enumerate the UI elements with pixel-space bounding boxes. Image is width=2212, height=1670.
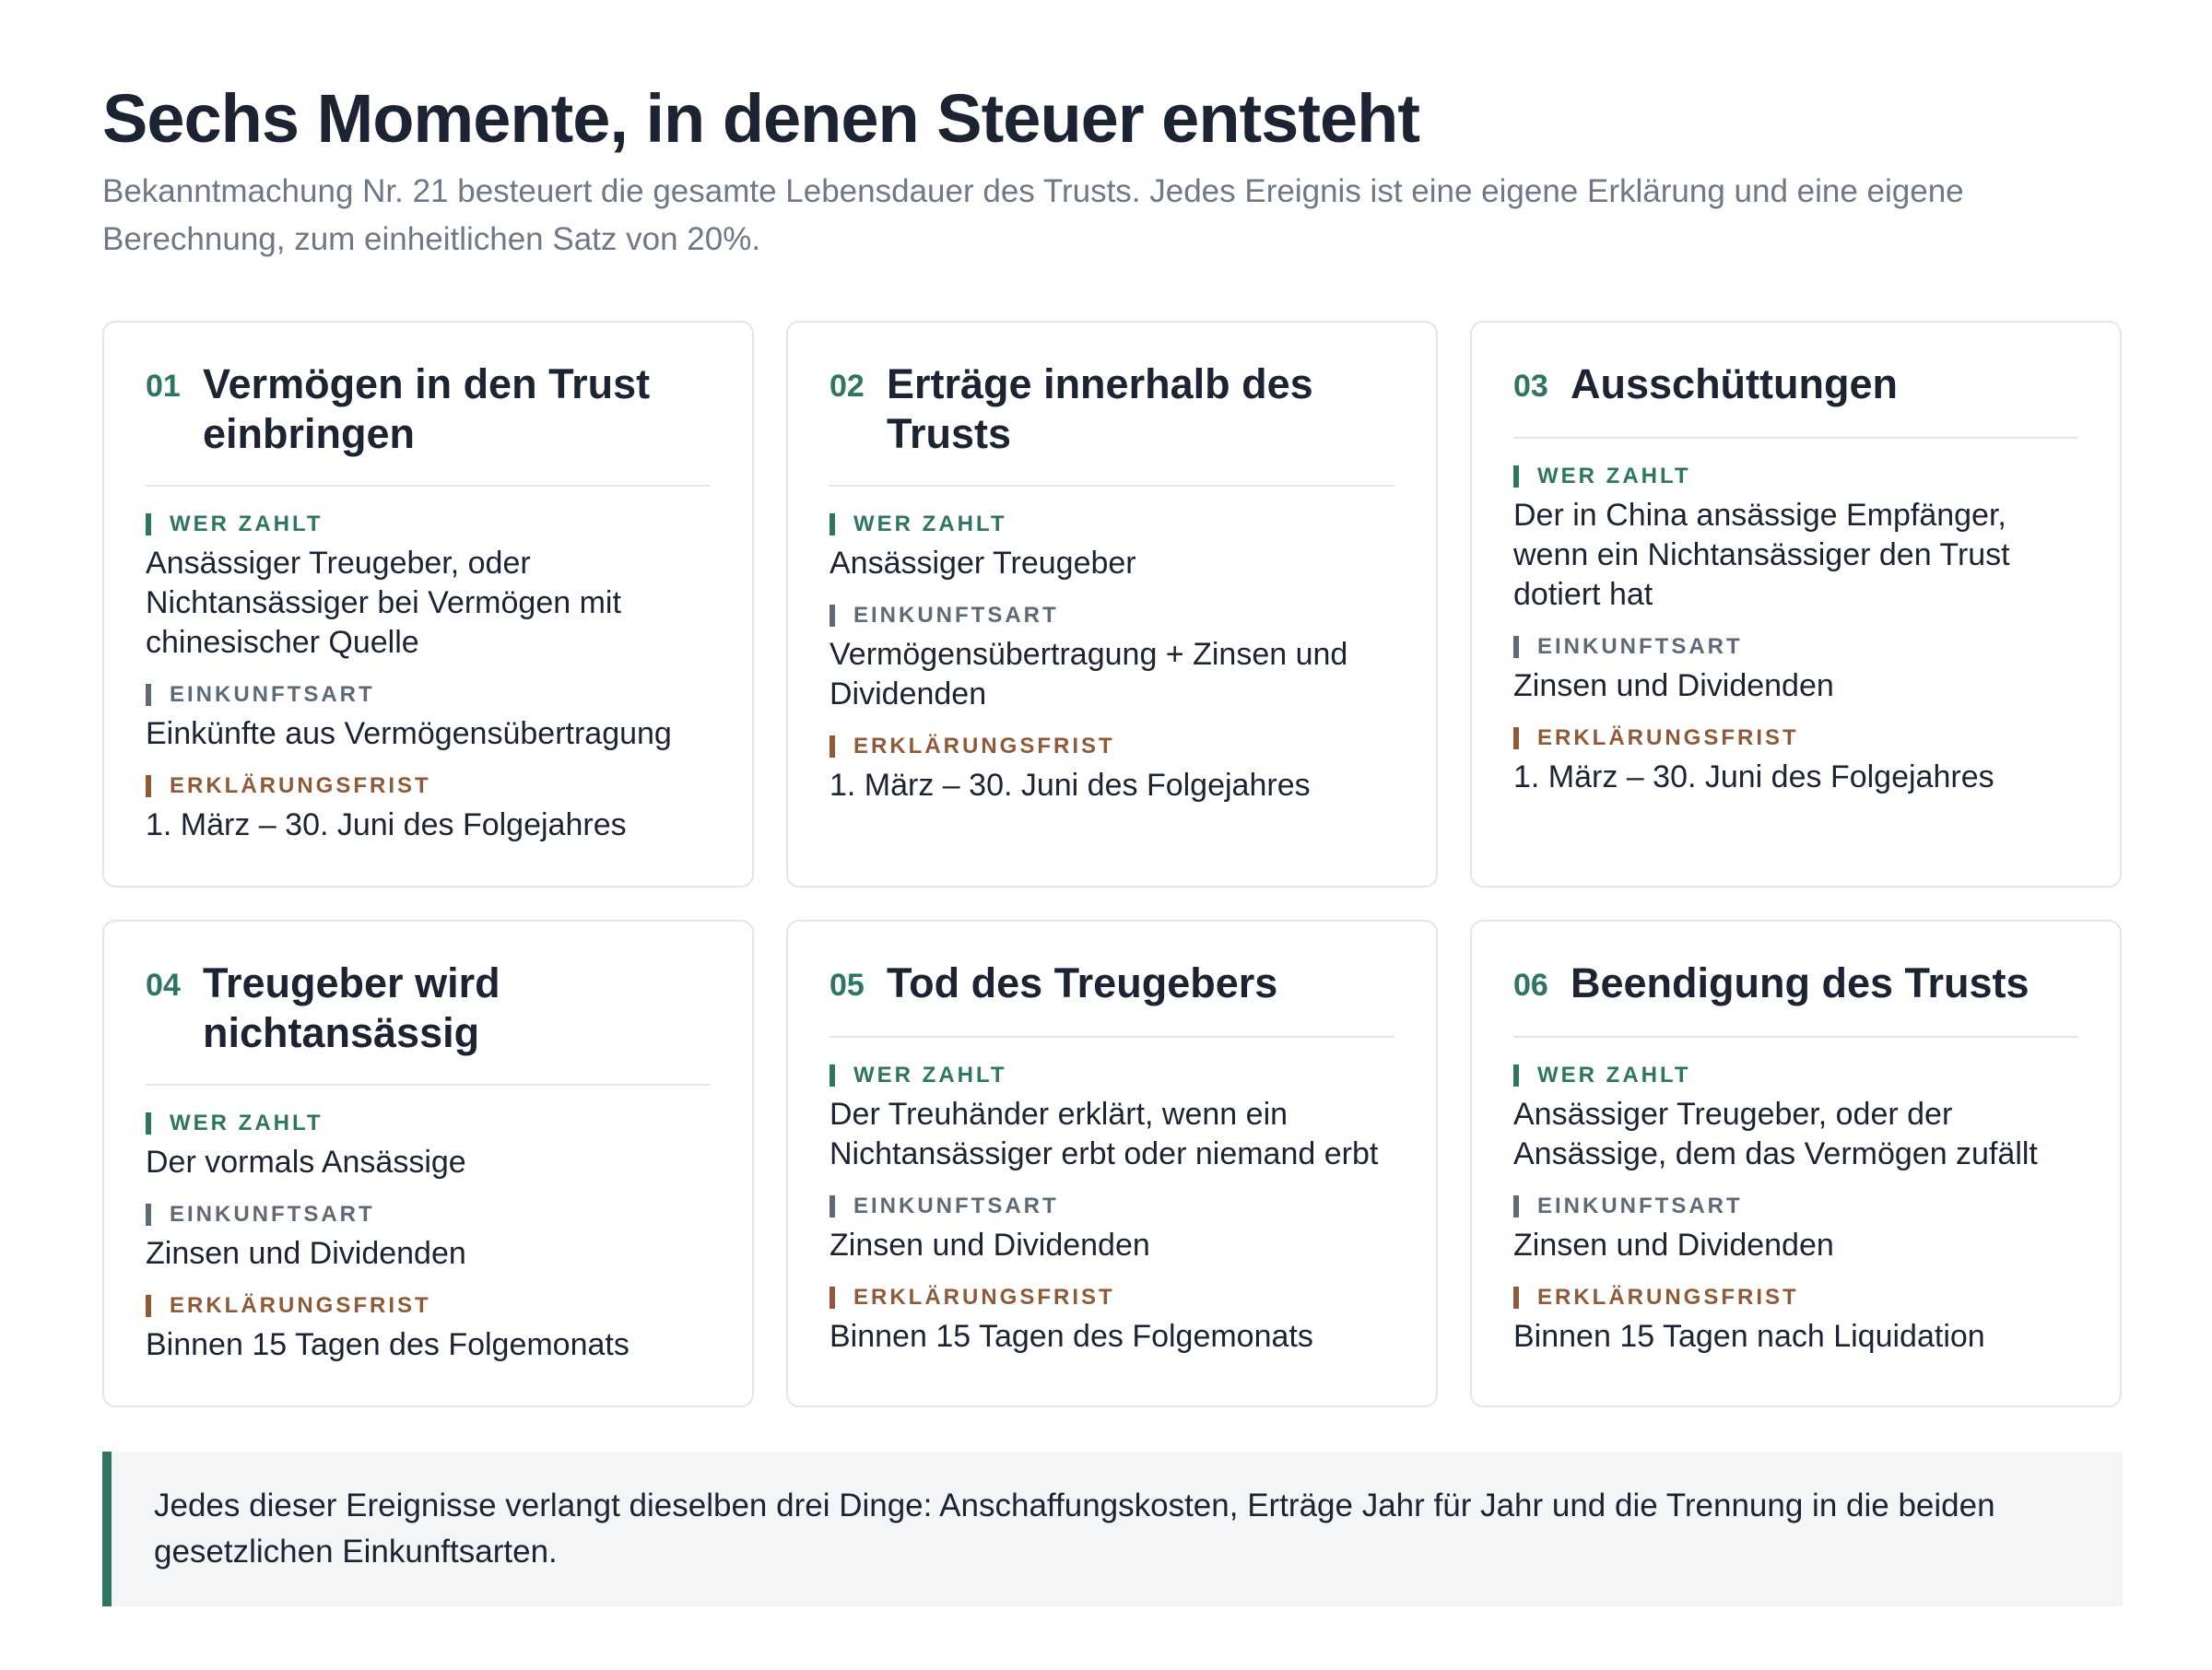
- field-label-who-pays: [830, 511, 1394, 538]
- event-card-03: [1470, 321, 2122, 888]
- field-label-income-type: [1513, 633, 2078, 661]
- field-income-type: [146, 681, 711, 754]
- field-label-deadline: [1513, 724, 2078, 752]
- card-number: 05: [830, 968, 865, 1003]
- label-marker: [146, 1204, 151, 1226]
- field-value-deadline: 1. März – 30. Juni des Folgejahres: [1513, 759, 1994, 794]
- field-label-who-pays: [146, 511, 711, 538]
- field-who-pays: [146, 1110, 711, 1182]
- summary-note: Jedes dieser Ereignisse verlangt dieselben drei Dinge: Anschaffungskosten, Erträge Jahr für Jahr und die Trennung in die beiden gesetzlichen Einkunftsarten.: [102, 1452, 2123, 1606]
- event-card-01: [102, 321, 754, 888]
- label-marker: [1513, 1064, 1519, 1087]
- card-number: 01: [146, 369, 181, 404]
- field-label-income-type: [830, 602, 1394, 629]
- field-value-who-pays: Der vormals Ansässige: [146, 1145, 466, 1180]
- label-text: EINKUNFTSART: [1537, 634, 1743, 659]
- field-value-income-type: Vermögensübertragung + Zinsen und Dividenden: [830, 637, 1348, 712]
- label-text: ERKLÄRUNGSFRIST: [170, 773, 431, 798]
- field-value-income-type: Zinsen und Dividenden: [830, 1228, 1150, 1263]
- field-deadline: [1513, 724, 2078, 797]
- label-text: WER ZAHLT: [853, 512, 1007, 536]
- label-marker: [830, 1064, 835, 1087]
- field-value-income-type: Zinsen und Dividenden: [146, 1236, 466, 1271]
- field-who-pays: [146, 511, 711, 663]
- field-who-pays: [1513, 463, 2078, 615]
- label-text: ERKLÄRUNGSFRIST: [853, 734, 1115, 759]
- label-marker: [1513, 465, 1519, 488]
- label-text: WER ZAHLT: [170, 512, 324, 536]
- event-card-02: [786, 321, 1438, 888]
- field-income-type: [830, 1193, 1394, 1265]
- field-income-type: [1513, 633, 2078, 706]
- field-label-deadline: [1513, 1284, 2078, 1311]
- card-header: [830, 958, 1394, 1038]
- card-header: [146, 359, 711, 487]
- field-value-who-pays: Ansässiger Treugeber, oder Nichtansässiger bei Vermögen mit chinesischer Quelle: [146, 546, 621, 660]
- card-title: Vermögen in den Trust einbringen: [203, 360, 651, 457]
- field-value-who-pays: Ansässiger Treugeber: [830, 546, 1136, 581]
- label-text: EINKUNFTSART: [853, 1194, 1059, 1218]
- label-marker: [830, 1195, 835, 1217]
- label-marker: [146, 775, 151, 797]
- field-income-type: [146, 1201, 711, 1274]
- label-text: WER ZAHLT: [853, 1063, 1007, 1088]
- field-deadline: [830, 733, 1394, 806]
- field-label-deadline: [146, 772, 711, 800]
- card-header: [1513, 958, 2078, 1038]
- label-marker: [1513, 1195, 1519, 1217]
- label-text: WER ZAHLT: [1537, 1063, 1691, 1088]
- field-label-who-pays: [146, 1110, 711, 1137]
- event-card-04: [102, 920, 754, 1407]
- field-value-deadline: 1. März – 30. Juni des Folgejahres: [830, 768, 1311, 803]
- card-title: Treugeber wird nichtansässig: [203, 959, 500, 1056]
- field-label-who-pays: [1513, 463, 2078, 490]
- label-text: WER ZAHLT: [1537, 464, 1691, 488]
- event-card-05: [786, 920, 1438, 1407]
- label-marker: [830, 513, 835, 535]
- field-value-who-pays: Ansässiger Treugeber, oder der Ansässige, dem das Vermögen zufällt: [1513, 1097, 2038, 1171]
- label-marker: [1513, 636, 1519, 658]
- field-value-income-type: Einkünfte aus Vermögensübertragung: [146, 716, 672, 751]
- field-deadline: [1513, 1284, 2078, 1357]
- field-who-pays: [1513, 1062, 2078, 1174]
- label-text: ERKLÄRUNGSFRIST: [1537, 1285, 1799, 1310]
- field-income-type: [830, 602, 1394, 714]
- field-value-deadline: Binnen 15 Tagen des Folgemonats: [830, 1319, 1313, 1354]
- field-value-who-pays: Der Treuhänder erklärt, wenn ein Nichtansässiger erbt oder niemand erbt: [830, 1097, 1379, 1171]
- card-number: 03: [1513, 369, 1548, 404]
- field-deadline: [146, 772, 711, 845]
- label-marker: [830, 1287, 835, 1309]
- field-value-deadline: Binnen 15 Tagen des Folgemonats: [146, 1327, 629, 1362]
- event-card-06: [1470, 920, 2122, 1407]
- field-label-deadline: [146, 1292, 711, 1320]
- card-number: 02: [830, 369, 865, 404]
- field-deadline: [146, 1292, 711, 1365]
- field-value-who-pays: Der in China ansässige Empfänger, wenn ein Nichtansässiger den Trust dotiert hat: [1513, 498, 2010, 612]
- card-title: Beendigung des Trusts: [1571, 959, 2030, 1006]
- card-title: Tod des Treugebers: [887, 959, 1278, 1006]
- label-marker: [146, 513, 151, 535]
- field-label-income-type: [146, 681, 711, 709]
- label-marker: [830, 605, 835, 627]
- field-label-income-type: [830, 1193, 1394, 1220]
- label-marker: [830, 735, 835, 758]
- field-deadline: [830, 1284, 1394, 1357]
- label-text: ERKLÄRUNGSFRIST: [170, 1293, 431, 1318]
- field-who-pays: [830, 1062, 1394, 1174]
- label-marker: [146, 1112, 151, 1135]
- label-text: ERKLÄRUNGSFRIST: [1537, 725, 1799, 750]
- label-marker: [1513, 727, 1519, 749]
- label-text: EINKUNFTSART: [170, 1202, 375, 1227]
- field-label-who-pays: [830, 1062, 1394, 1089]
- field-label-income-type: [146, 1201, 711, 1229]
- label-marker: [1513, 1287, 1519, 1309]
- page-title: Sechs Momente, in denen Steuer entsteht: [102, 80, 1419, 157]
- card-number: 04: [146, 968, 181, 1003]
- card-header: [1513, 359, 2078, 439]
- field-label-who-pays: [1513, 1062, 2078, 1089]
- card-header: [146, 958, 711, 1086]
- field-value-deadline: 1. März – 30. Juni des Folgejahres: [146, 807, 627, 842]
- page: [102, 77, 2123, 1606]
- label-marker: [146, 1295, 151, 1317]
- card-title: Ausschüttungen: [1571, 360, 1898, 407]
- card-title: Erträge innerhalb des Trusts: [887, 360, 1313, 457]
- field-value-deadline: Binnen 15 Tagen nach Liquidation: [1513, 1319, 1985, 1354]
- field-label-income-type: [1513, 1193, 2078, 1220]
- card-header: [830, 359, 1394, 487]
- label-text: ERKLÄRUNGSFRIST: [853, 1285, 1115, 1310]
- label-text: WER ZAHLT: [170, 1111, 324, 1135]
- label-text: EINKUNFTSART: [170, 682, 375, 707]
- event-card-grid: [102, 321, 2123, 1407]
- card-number: 06: [1513, 968, 1548, 1003]
- field-label-deadline: [830, 733, 1394, 760]
- field-value-income-type: Zinsen und Dividenden: [1513, 668, 1834, 703]
- field-label-deadline: [830, 1284, 1394, 1311]
- label-text: EINKUNFTSART: [1537, 1194, 1743, 1218]
- label-marker: [146, 684, 151, 706]
- label-text: EINKUNFTSART: [853, 603, 1059, 628]
- field-value-income-type: Zinsen und Dividenden: [1513, 1228, 1834, 1263]
- field-income-type: [1513, 1193, 2078, 1265]
- field-who-pays: [830, 511, 1394, 583]
- page-subtitle: Bekanntmachung Nr. 21 besteuert die gesamte Lebensdauer des Trusts. Jedes Ereignis ist eine eigene Erklärung und eine eigene Berechnung, zum einheitlichen Satz von 20%.: [102, 173, 1964, 257]
